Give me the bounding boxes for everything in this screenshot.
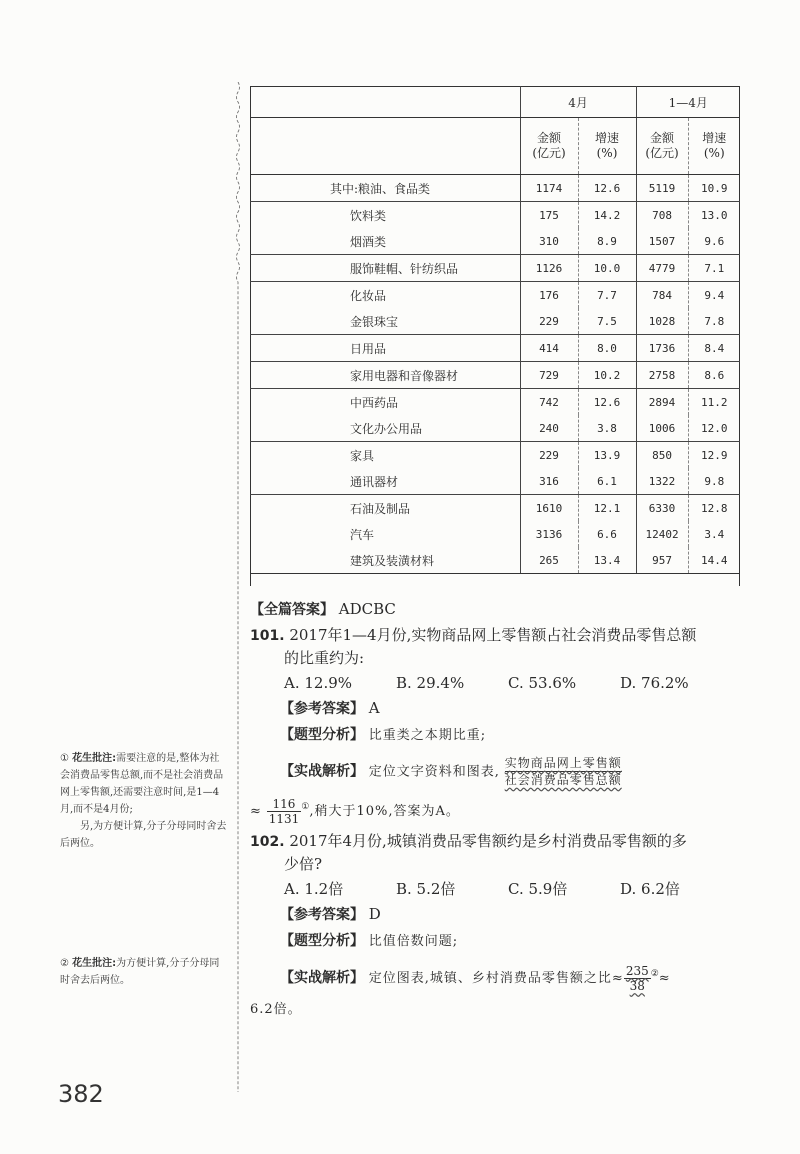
q101-sol-approx: ≈ — [250, 804, 262, 819]
q102-stem-2: 少倍? — [284, 855, 323, 873]
margin-wavy-line — [234, 82, 242, 1092]
row-ytd-amount: 1322 — [636, 468, 688, 495]
row-ytd-growth: 9.4 — [688, 282, 740, 309]
q101-sol-mark: ① — [301, 802, 310, 812]
header-ytd: 1—4月 — [636, 87, 740, 118]
q102-options — [250, 878, 750, 900]
row-month-amount: 229 — [520, 308, 578, 335]
q102-option-c: C. 5.9倍 — [508, 880, 568, 898]
row-name: 家具 — [250, 442, 520, 469]
table-row — [250, 362, 740, 389]
row-month-amount: 175 — [520, 202, 578, 229]
question-102 — [250, 830, 750, 1021]
row-month-growth: 8.9 — [578, 228, 636, 255]
row-ytd-growth: 7.8 — [688, 308, 740, 335]
table-row — [250, 202, 740, 229]
row-ytd-amount: 957 — [636, 547, 688, 574]
q102-ref-label: 【参考答案】 — [280, 907, 364, 923]
row-month-amount: 229 — [520, 442, 578, 469]
row-name: 烟酒类 — [350, 234, 387, 249]
table-row — [250, 282, 740, 309]
q101-sol-line2 — [250, 796, 750, 826]
table-row — [250, 308, 740, 335]
table-row — [250, 389, 740, 416]
row-ytd-growth: 12.0 — [688, 415, 740, 442]
table-row — [250, 442, 740, 469]
row-month-growth: 8.0 — [578, 335, 636, 362]
row-month-growth: 3.8 — [578, 415, 636, 442]
row-name: 建筑及装潢材料 — [250, 547, 520, 574]
row-month-growth: 6.1 — [578, 468, 636, 495]
q101-sol-fraction-words: 实物商品网上零售额 社会消费品零售总额 — [504, 756, 622, 787]
row-ytd-amount: 1736 — [636, 335, 688, 362]
row-ytd-growth: 10.9 — [688, 175, 740, 202]
row-ytd-amount: 2894 — [636, 389, 688, 416]
row-name: 石油及制品 — [250, 495, 520, 522]
row-month-growth: 14.2 — [578, 202, 636, 229]
q101-solution — [250, 755, 750, 788]
table-row — [250, 547, 740, 574]
q101-ref-value: A — [368, 699, 380, 717]
q101-type-label: 【题型分析】 — [280, 727, 364, 743]
row-name: 金银珠宝 — [350, 314, 399, 329]
side-note-1-text: 需要注意的是,整体为社会消费品零售总额,而不是社会消费品网上零售额,还需要注意时间,是1—4月,而不是4月份; — [60, 753, 224, 815]
table-row — [250, 335, 740, 362]
row-month-amount: 316 — [520, 468, 578, 495]
q102-number: 102. — [250, 834, 285, 850]
table-row — [250, 255, 740, 282]
row-month-growth: 13.4 — [578, 547, 636, 574]
q102-solution — [250, 963, 750, 993]
table-row — [250, 521, 740, 547]
row-name: 文化办公用品 — [350, 421, 423, 436]
row-month-growth: 10.2 — [578, 362, 636, 389]
q102-type-label: 【题型分析】 — [280, 933, 364, 949]
q101-ref-label: 【参考答案】 — [280, 701, 364, 717]
row-ytd-amount: 1028 — [636, 308, 688, 335]
row-month-amount: 1610 — [520, 495, 578, 522]
q102-sol-fraction: $\frac{235}{38}$ — [625, 963, 649, 993]
side-note-2-text: 为方便计算,分子分母同时舍去后两位。 — [60, 958, 220, 986]
row-ytd-growth: 8.6 — [688, 362, 740, 389]
side-note-2-mark: ② — [60, 958, 69, 969]
q102-type-value: 比值倍数问题; — [368, 934, 459, 949]
header-ytd-growth: 增速 (%) — [688, 118, 740, 175]
row-name: 服饰鞋帽、针纺织品 — [250, 255, 520, 282]
row-name: 化妆品 — [250, 282, 520, 309]
q101-sol-label: 【实战解析】 — [280, 763, 364, 780]
row-month-growth: 12.6 — [578, 175, 636, 202]
answers-line — [250, 598, 750, 621]
page-number: 382 — [58, 1080, 104, 1108]
row-ytd-growth: 12.9 — [688, 442, 740, 469]
q101-sol-fraction: $\frac{116}{1131}$ — [268, 796, 300, 826]
row-month-amount: 1126 — [520, 255, 578, 282]
header-ytd-amount: 金额 (亿元) — [636, 118, 688, 175]
row-ytd-amount: 850 — [636, 442, 688, 469]
q102-sol-label: 【实战解析】 — [280, 970, 364, 986]
row-ytd-amount: 708 — [636, 202, 688, 229]
q101-stem-1: 2017年1—4月份,实物商品网上零售额占社会消费品零售总额 — [289, 626, 697, 644]
q101-type-value: 比重类之本期比重; — [368, 728, 487, 743]
side-note-1-mark: ① — [60, 753, 69, 764]
table-body — [250, 175, 740, 574]
row-ytd-growth: 14.4 — [688, 547, 740, 574]
row-month-amount: 176 — [520, 282, 578, 309]
q101-option-b: B. 29.4% — [396, 674, 465, 692]
row-month-growth: 10.0 — [578, 255, 636, 282]
row-month-amount: 742 — [520, 389, 578, 416]
row-ytd-amount: 1507 — [636, 228, 688, 255]
row-month-amount: 265 — [520, 547, 578, 574]
side-note-2 — [60, 955, 228, 989]
row-ytd-growth: 3.4 — [688, 521, 740, 547]
row-ytd-growth: 8.4 — [688, 335, 740, 362]
q102-stem-1: 2017年4月份,城镇消费品零售额约是乡村消费品零售额的多 — [289, 832, 687, 850]
header-month: 4月 — [520, 87, 636, 118]
side-note-2-label: 花生批注: — [72, 958, 117, 969]
q101-number: 101. — [250, 628, 285, 644]
table-row — [250, 228, 740, 255]
q101-stem-2: 的比重约为: — [284, 649, 365, 667]
q102-ref-value: D — [368, 905, 381, 923]
side-note-1-text2: 另,为方便计算,分子分母同时舍去后两位。 — [60, 821, 227, 849]
table-row — [250, 495, 740, 522]
sales-table — [250, 86, 740, 574]
row-ytd-growth: 7.1 — [688, 255, 740, 282]
q101-option-d: D. 76.2% — [620, 674, 689, 692]
row-ytd-growth: 9.8 — [688, 468, 740, 495]
row-month-growth: 13.9 — [578, 442, 636, 469]
side-note-1 — [60, 750, 228, 852]
row-name: 饮料类 — [250, 202, 520, 229]
row-month-amount: 729 — [520, 362, 578, 389]
row-month-growth: 6.6 — [578, 521, 636, 547]
q101-sol-text: 定位文字资料和图表, — [368, 764, 500, 780]
row-month-amount: 3136 — [520, 521, 578, 547]
row-month-growth: 7.7 — [578, 282, 636, 309]
side-note-1-label: 花生批注: — [72, 753, 117, 764]
table-row — [250, 175, 740, 202]
row-name: 家用电器和音像器材 — [250, 362, 520, 389]
q101-sol-tail: ,稍大于10%,答案为A。 — [309, 804, 460, 819]
table-header-row-2 — [250, 118, 740, 175]
table-row — [250, 468, 740, 495]
q102-option-d: D. 6.2倍 — [620, 880, 680, 898]
row-name: 中西药品 — [250, 389, 520, 416]
row-name: 汽车 — [350, 527, 375, 542]
table-header-row-1 — [250, 87, 740, 118]
row-month-amount: 240 — [520, 415, 578, 442]
answers-label: 【全篇答案】 — [250, 602, 334, 618]
q102-sol-text: 定位图表,城镇、乡村消费品零售额之比≈ — [368, 971, 624, 986]
header-month-growth: 增速 (%) — [578, 118, 636, 175]
row-month-growth: 12.1 — [578, 495, 636, 522]
row-name: 日用品 — [250, 335, 520, 362]
q102-sol-line2: 6.2倍。 — [250, 1001, 302, 1017]
q101-option-a: A. 12.9% — [284, 674, 353, 692]
row-name: 通讯器材 — [350, 474, 399, 489]
row-ytd-amount: 5119 — [636, 175, 688, 202]
row-ytd-amount: 4779 — [636, 255, 688, 282]
row-ytd-growth: 11.2 — [688, 389, 740, 416]
q102-option-b: B. 5.2倍 — [396, 880, 456, 898]
table-row — [250, 415, 740, 442]
row-month-growth: 7.5 — [578, 308, 636, 335]
row-month-amount: 414 — [520, 335, 578, 362]
row-month-amount: 1174 — [520, 175, 578, 202]
row-ytd-amount: 2758 — [636, 362, 688, 389]
row-month-growth: 12.6 — [578, 389, 636, 416]
row-ytd-amount: 12402 — [636, 521, 688, 547]
q101-option-c: C. 53.6% — [508, 674, 577, 692]
q101-options — [250, 672, 750, 694]
row-ytd-growth: 9.6 — [688, 228, 740, 255]
row-name: 其中:粮油、食品类 — [330, 181, 431, 196]
row-ytd-growth: 12.8 — [688, 495, 740, 522]
question-101 — [250, 624, 750, 826]
q102-sol-tail: ≈ — [658, 971, 671, 986]
row-ytd-amount: 784 — [636, 282, 688, 309]
row-ytd-amount: 6330 — [636, 495, 688, 522]
q102-sol-mark: ② — [650, 969, 659, 979]
row-ytd-amount: 1006 — [636, 415, 688, 442]
row-month-amount: 310 — [520, 228, 578, 255]
row-ytd-growth: 13.0 — [688, 202, 740, 229]
answers-value: ADCBC — [338, 600, 396, 618]
header-month-amount: 金额 (亿元) — [520, 118, 578, 175]
q102-option-a: A. 1.2倍 — [284, 880, 344, 898]
